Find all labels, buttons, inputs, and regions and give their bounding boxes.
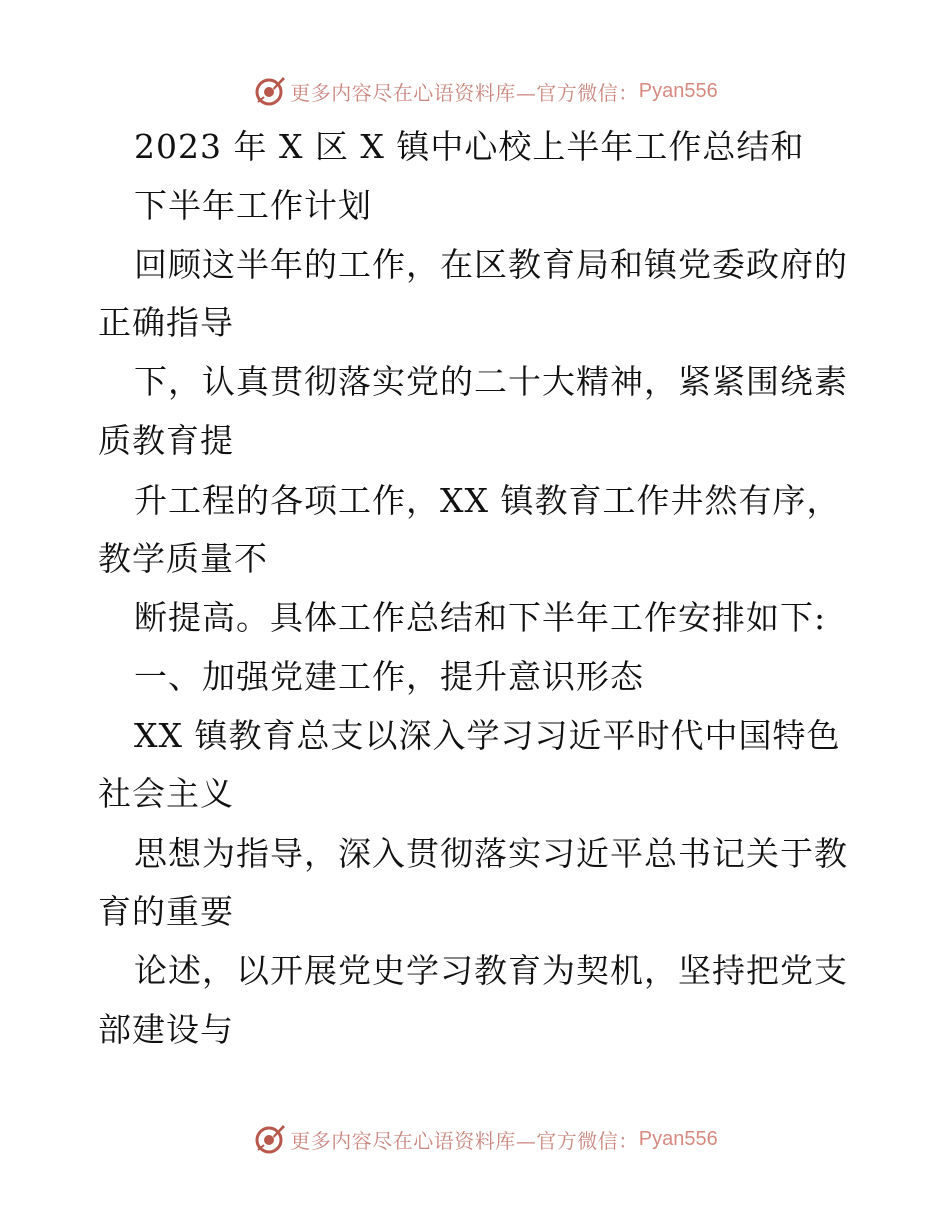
paragraph-line: 教学质量不 — [98, 539, 268, 578]
document-title-line-2: 下半年工作计划 — [134, 186, 372, 225]
paragraph-line: 正确指导 — [98, 303, 234, 342]
watermark-text: 更多内容尽在心语资料库—官方微信： — [290, 1128, 639, 1153]
paragraph-line: 断提高。具体工作总结和下半年工作安排如下: — [134, 598, 827, 637]
paragraph-line: 下，认真贯彻落实党的二十大精神，紧紧围绕素 — [134, 362, 848, 401]
paragraph-line: 育的重要 — [98, 892, 234, 931]
pen-logo-icon — [252, 1122, 286, 1156]
paragraph-line: 质教育提 — [98, 421, 234, 460]
watermark-text: 更多内容尽在心语资料库—官方微信： — [290, 80, 639, 105]
section-heading: 一、加强党建工作，提升意识形态 — [134, 657, 644, 696]
watermark-wechat-id: Pyan556 — [638, 79, 718, 102]
paragraph-line: 社会主义 — [98, 774, 234, 813]
pen-logo-icon — [252, 74, 286, 108]
paragraph-line: 思想为指导，深入贯彻落实习近平总书记关于教 — [134, 834, 848, 873]
paragraph-line: 论述，以开展党史学习教育为契机，坚持把党支 — [134, 951, 848, 990]
header-watermark-banner — [0, 71, 950, 111]
paragraph-line: 升工程的各项工作，XX 镇教育工作井然有序， — [134, 481, 841, 520]
paragraph-line: XX 镇教育总支以深入学习习近平时代中国特色 — [134, 716, 841, 755]
document-title-line-1: 2023 年 X 区 X 镇中心校上半年工作总结和 — [134, 127, 805, 166]
footer-watermark-banner — [0, 1119, 950, 1159]
paragraph-line: 回顾这半年的工作，在区教育局和镇党委政府的 — [134, 245, 848, 284]
paragraph-line: 部建设与 — [98, 1010, 234, 1049]
watermark-wechat-id: Pyan556 — [638, 1127, 718, 1150]
